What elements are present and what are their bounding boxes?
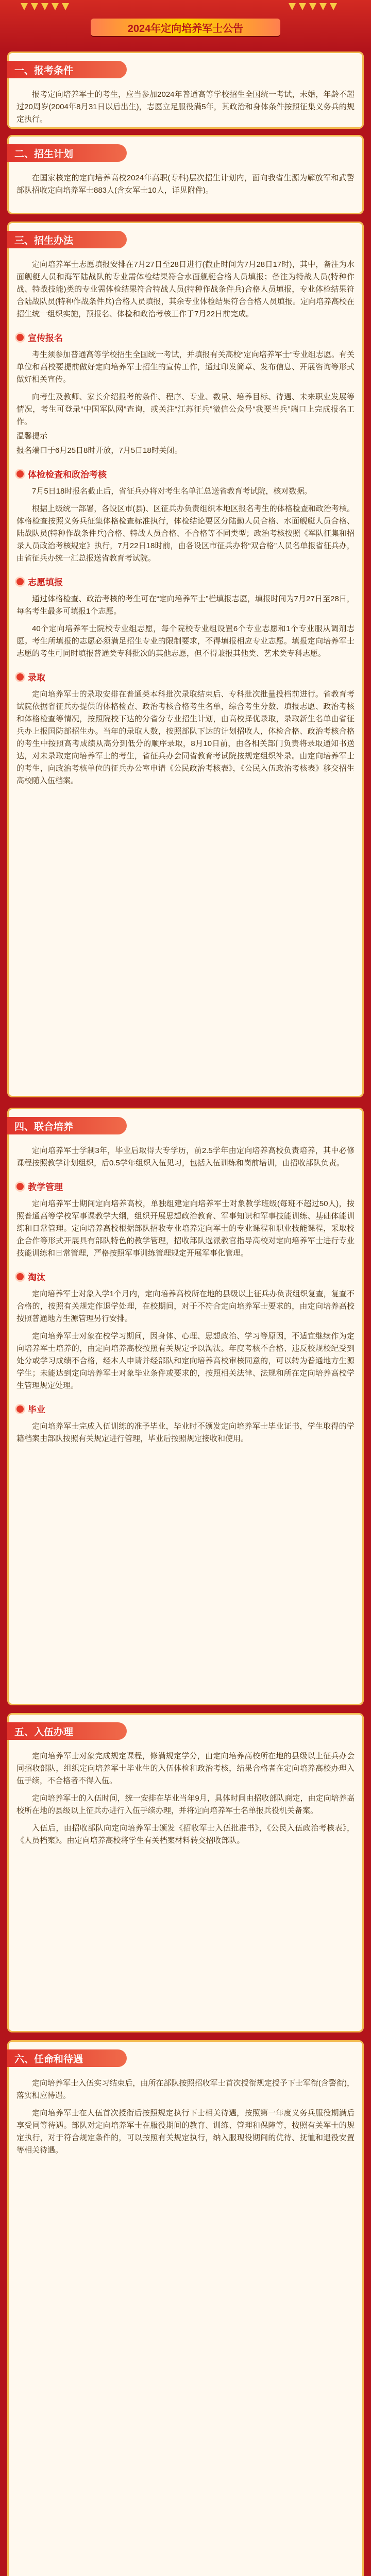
section-s4 (7, 1108, 364, 1705)
section-body (7, 1740, 364, 1854)
subsection-title: 录取 (28, 673, 45, 683)
bullet-icon (16, 334, 24, 341)
reminder-note: 报名端口于6月25日8时开放，7月5日18时关闭。 (16, 446, 182, 455)
section-s5 (7, 1713, 364, 2032)
subsection-title: 教学管理 (28, 1182, 63, 1192)
section-body (7, 2067, 364, 2164)
section-s6 (7, 2040, 364, 2576)
section-s2 (7, 135, 364, 214)
section-s1 (7, 52, 364, 129)
section-heading: 三、招生办法 (7, 231, 127, 248)
section-heading: 四、联合培养 (7, 1117, 127, 1134)
subsection-paragraph: 根据上级统一部署，各设区市(县)、区征兵办负责组织本地区报名考生的体格检查和政治考核。体格检查按照义务兵征集体格检查标准执行，体检结论要区分陆勤人员合格、水面舰艇人员合格、陆战队员(特种作战条件兵)合格、特战人员合格、不合格等不同类型；政治考核按照《军队征集和招录人员政治考核规定》执行，7月22日18时前，由各设区市征兵办将“双合格”人员名单报省征兵办，由省征兵办统一汇总报送省教育考试院。 (16, 504, 355, 563)
bullet-icon (16, 1183, 24, 1190)
section-s3 (7, 222, 364, 1097)
subsection-paragraph: 定向培养军士完成入伍训练的准予毕业，毕业时不颁发定向培养军士毕业证书，学生取得的学籍档案由部队按照有关规定进行管理，毕业后按照规定接收和使用。 (16, 1422, 355, 1443)
subsection-paragraph: 40个定向培养军士院校专业组志愿，每个院校专业组设置6个专业志愿和1个专业服从调剂志愿。考生所填报的志愿必须满足招生专业的限制要求，不得填报相应专业志愿。填报定向培养军士志愿的考生可同时填报普通类专科批次的其他志愿，但不得兼报其他类、艺术类专科志愿。 (16, 624, 355, 658)
page-title: 2024年定向培养军士公告 (91, 19, 280, 36)
subsection-title: 毕业 (28, 1405, 45, 1415)
subsection-paragraph: 向考生及教师、家长介绍报考的条件、程序、专业、数量、培养目标、待遇、未来职业发展等情况，考生可登录“中国军队网”查询，或关注“江苏征兵”微信公众号“我要当兵”端口上完成报名工作。 (16, 393, 355, 426)
section-heading: 五、入伍办理 (7, 1722, 127, 1740)
subsection-heading (16, 670, 355, 683)
bullet-icon (16, 1273, 24, 1280)
section-heading: 一、报考条件 (7, 61, 127, 78)
subsection-heading (16, 1270, 355, 1283)
bullet-icon (16, 1405, 24, 1413)
subsection-paragraph: 定向培养军士期间定向培养高校，单独组建定向培养军士对象教学班级(每班不超过50人)，按照普通高等学校军事课教学大纲，组织开展思想政治教育、军事知识和军事技能训练、基础体能训练和日常管理。定向培养高校根据部队招收专业培养定向军士的专业课程和职业技能课程，采取校企合作等形式开展具有部队特色的教学管理，招收部队选派教官指导高校对定向培养军士进行专业技能训练和日常管理，严格按照军事训练管理规定开展军事化管理。 (16, 1199, 355, 1258)
bullet-icon (16, 578, 24, 585)
bunting-right-decoration (289, 3, 337, 14)
subsection-paragraph: 考生须参加普通高等学校招生全国统一考试，并填报有关高校“定向培养军士”专业组志愿。有关单位和高校要提前做好定向培养军士招生的宣传工作，通过印发简章、发布信息、开展咨询等形式做好相关宣传。 (16, 350, 355, 384)
subsection-paragraph: 定向培养军士对象入学1个月内，定向培养高校所在地的县级以上征兵办负责组织复查，复查不合格的，按照有关规定作退学处理，在校期间，对于不符合定向培养军士要求的，由定向培养高校按照普通地方生源管理另行安排。 (16, 1290, 355, 1323)
section-paragraph: 入伍后，由招收部队向定向培养军士颁发《招收军士入伍批准书》，《公民入伍政治考核表》，《人员档案》。由定向培养高校将学生有关档案材料转交招收部队。 (16, 1824, 355, 1845)
subsection-title: 志愿填报 (28, 578, 63, 587)
bullet-icon (16, 673, 24, 681)
subsection-title: 淘汰 (28, 1273, 45, 1282)
subsection-paragraph: 定向培养军士的录取安排在普通类本科批次录取结束后、专科批次批量投档前进行。省教育考试院依据省征兵办提供的体格检查、政治考核合格考生名单，综合考生分数、填报志愿、政治考核和体格检查等情况，按照院校下达的分省分专业招生计划，由高校择优录取，录取新生名单由省征兵办上报国防部招生办。当年的录取人数，按照部队下达的计划招收人，体检合格、政治考核合格的考生中按照高考成绩从高分到低分的顺序录取，8月10日前，由各相关部门负责将录取通知书送达，对未录取定向培养军士的考生，省征兵办会同省教育考试院按规定组织补录。由定向培养军士的考生，向政治考核单位的征兵办公室申请《公民政治考核表》，《公民入伍政治考核表》移交招生高校随入伍档案。 (16, 690, 355, 785)
section-paragraph: 定向培养军士对象完成规定课程，修满规定学分，由定向培养高校所在地的县级以上征兵办会同招收部队，组织定向培养军士毕业生的入伍体检和政治考核，结果合格者在定向培养高校办理入伍手续，不合格者不得入伍。 (16, 1752, 355, 1785)
section-heading: 二、招生计划 (7, 144, 127, 162)
section-paragraph: 定向培养军士的入伍时间，统一安排在毕业当年9月，具体时间由招收部队商定，由定向培养高校所在地的县级以上征兵办进行入伍手续办理，并将定向培养军士名单报兵役机关备案。 (16, 1794, 355, 1815)
section-body (7, 162, 364, 204)
subsection-paragraph: 7月5日18时报名截止后，省征兵办将对考生名单汇总送省教育考试院，核对数据。 (32, 487, 312, 496)
subsection-heading (16, 1402, 355, 1415)
section-paragraph: 在国家核定的定向培养高校2024年高职(专科)层次招生计划内，面向我省生源为解放军和武警部队招收定向培养军士883人(含女军士10人，详见附件)。 (16, 174, 355, 195)
section-paragraph: 定向培养军士在人伍首次授衔后按照规定执行下士相关待遇，按照第一年度义务兵服役期满后享受同等待遇。部队对定向培养军士在服役期间的教育、训练、管理和保障等，按照有关军士的规定执行，对于符合规定条件的，可以按照有关规定执行，纳入服现役期间的优待、抚恤和退役安置等相关待遇。 (16, 2109, 355, 2155)
subsection-heading (16, 331, 355, 344)
section-paragraph: 定向培养军士志愿填报安排在7月27日至28日进行(截止时间为7月28日17时)，其中，备注为水面舰艇人员和海军陆战队的专业需体检结果符合水面舰艇合格人员填报；备注为特战人员(特种作战、特战技能)类的专业需体检结果符合特战人员(特种作战条件兵)合格人员填报，专业体检结果符合陆战队员(特种作战条件兵)合格人员填报，其余专业体检结果符合合格人员填报。定向培养高校在招生统一组织实施，预报名、体检和政治考核工作于7月22日前完成。 (16, 260, 355, 318)
subsection-heading (16, 575, 355, 588)
subsection-paragraph: 通过体格检查、政治考核的考生可在“定向培养军士”栏填报志愿，填报时间为7月27日至28日，每名考生最多可填报1个志愿。 (16, 595, 355, 616)
section-paragraph: 定向培养军士学制3年，毕业后取得大专学历，前2.5学年由定向培养高校负责培养，其中必修课程按照教学计划组织，后0.5学年组织入伍见习，包括入伍训练和岗前培训，由招收部队负责。 (16, 1146, 355, 1167)
subsection-title: 宣传报名 (28, 333, 63, 343)
subsection-title: 体检检查和政治考核 (28, 470, 107, 480)
section-paragraph: 定向培养军士入伍实习结束后，由所在部队按照招收军士首次授衔规定授予下士军衔(含警衔)，落实相应待遇。 (16, 2079, 355, 2100)
subsection-heading (16, 1180, 355, 1193)
reminder-note: 温馨提示 (16, 432, 48, 440)
section-body (7, 248, 364, 794)
section-paragraph: 报考定向培养军士的考生，应当参加2024年普通高等学校招生全国统一考试，未婚，年龄不超过20周岁(2004年8月31日以后出生)，志愿立足服役满5年，其政治和身体条件按照征集义务兵的规定执行。 (16, 90, 355, 124)
subsection-heading (16, 467, 355, 480)
bunting-left-decoration (21, 3, 69, 14)
section-body (7, 78, 364, 129)
section-body (7, 1134, 364, 1452)
subsection-paragraph: 定向培养军士对象在校学习期间，因身体、心理、思想政治、学习等原因，不适宜继续作为定向培养军士培养的，由定向培养高校按照有关规定予以淘汰。年度考核不合格、违反校规校纪受到处分或学习成绩不合格，经本人申请并经部队和定向培养高校审核同意的，可以转为普通地方生源学生；未能达到定向培养军士对象毕业条件或要求的，按照相关法律、法规和所在定向培养高校学生管理规定处理。 (16, 1332, 355, 1390)
section-heading: 六、任命和待遇 (7, 2049, 127, 2067)
bullet-icon (16, 470, 24, 478)
